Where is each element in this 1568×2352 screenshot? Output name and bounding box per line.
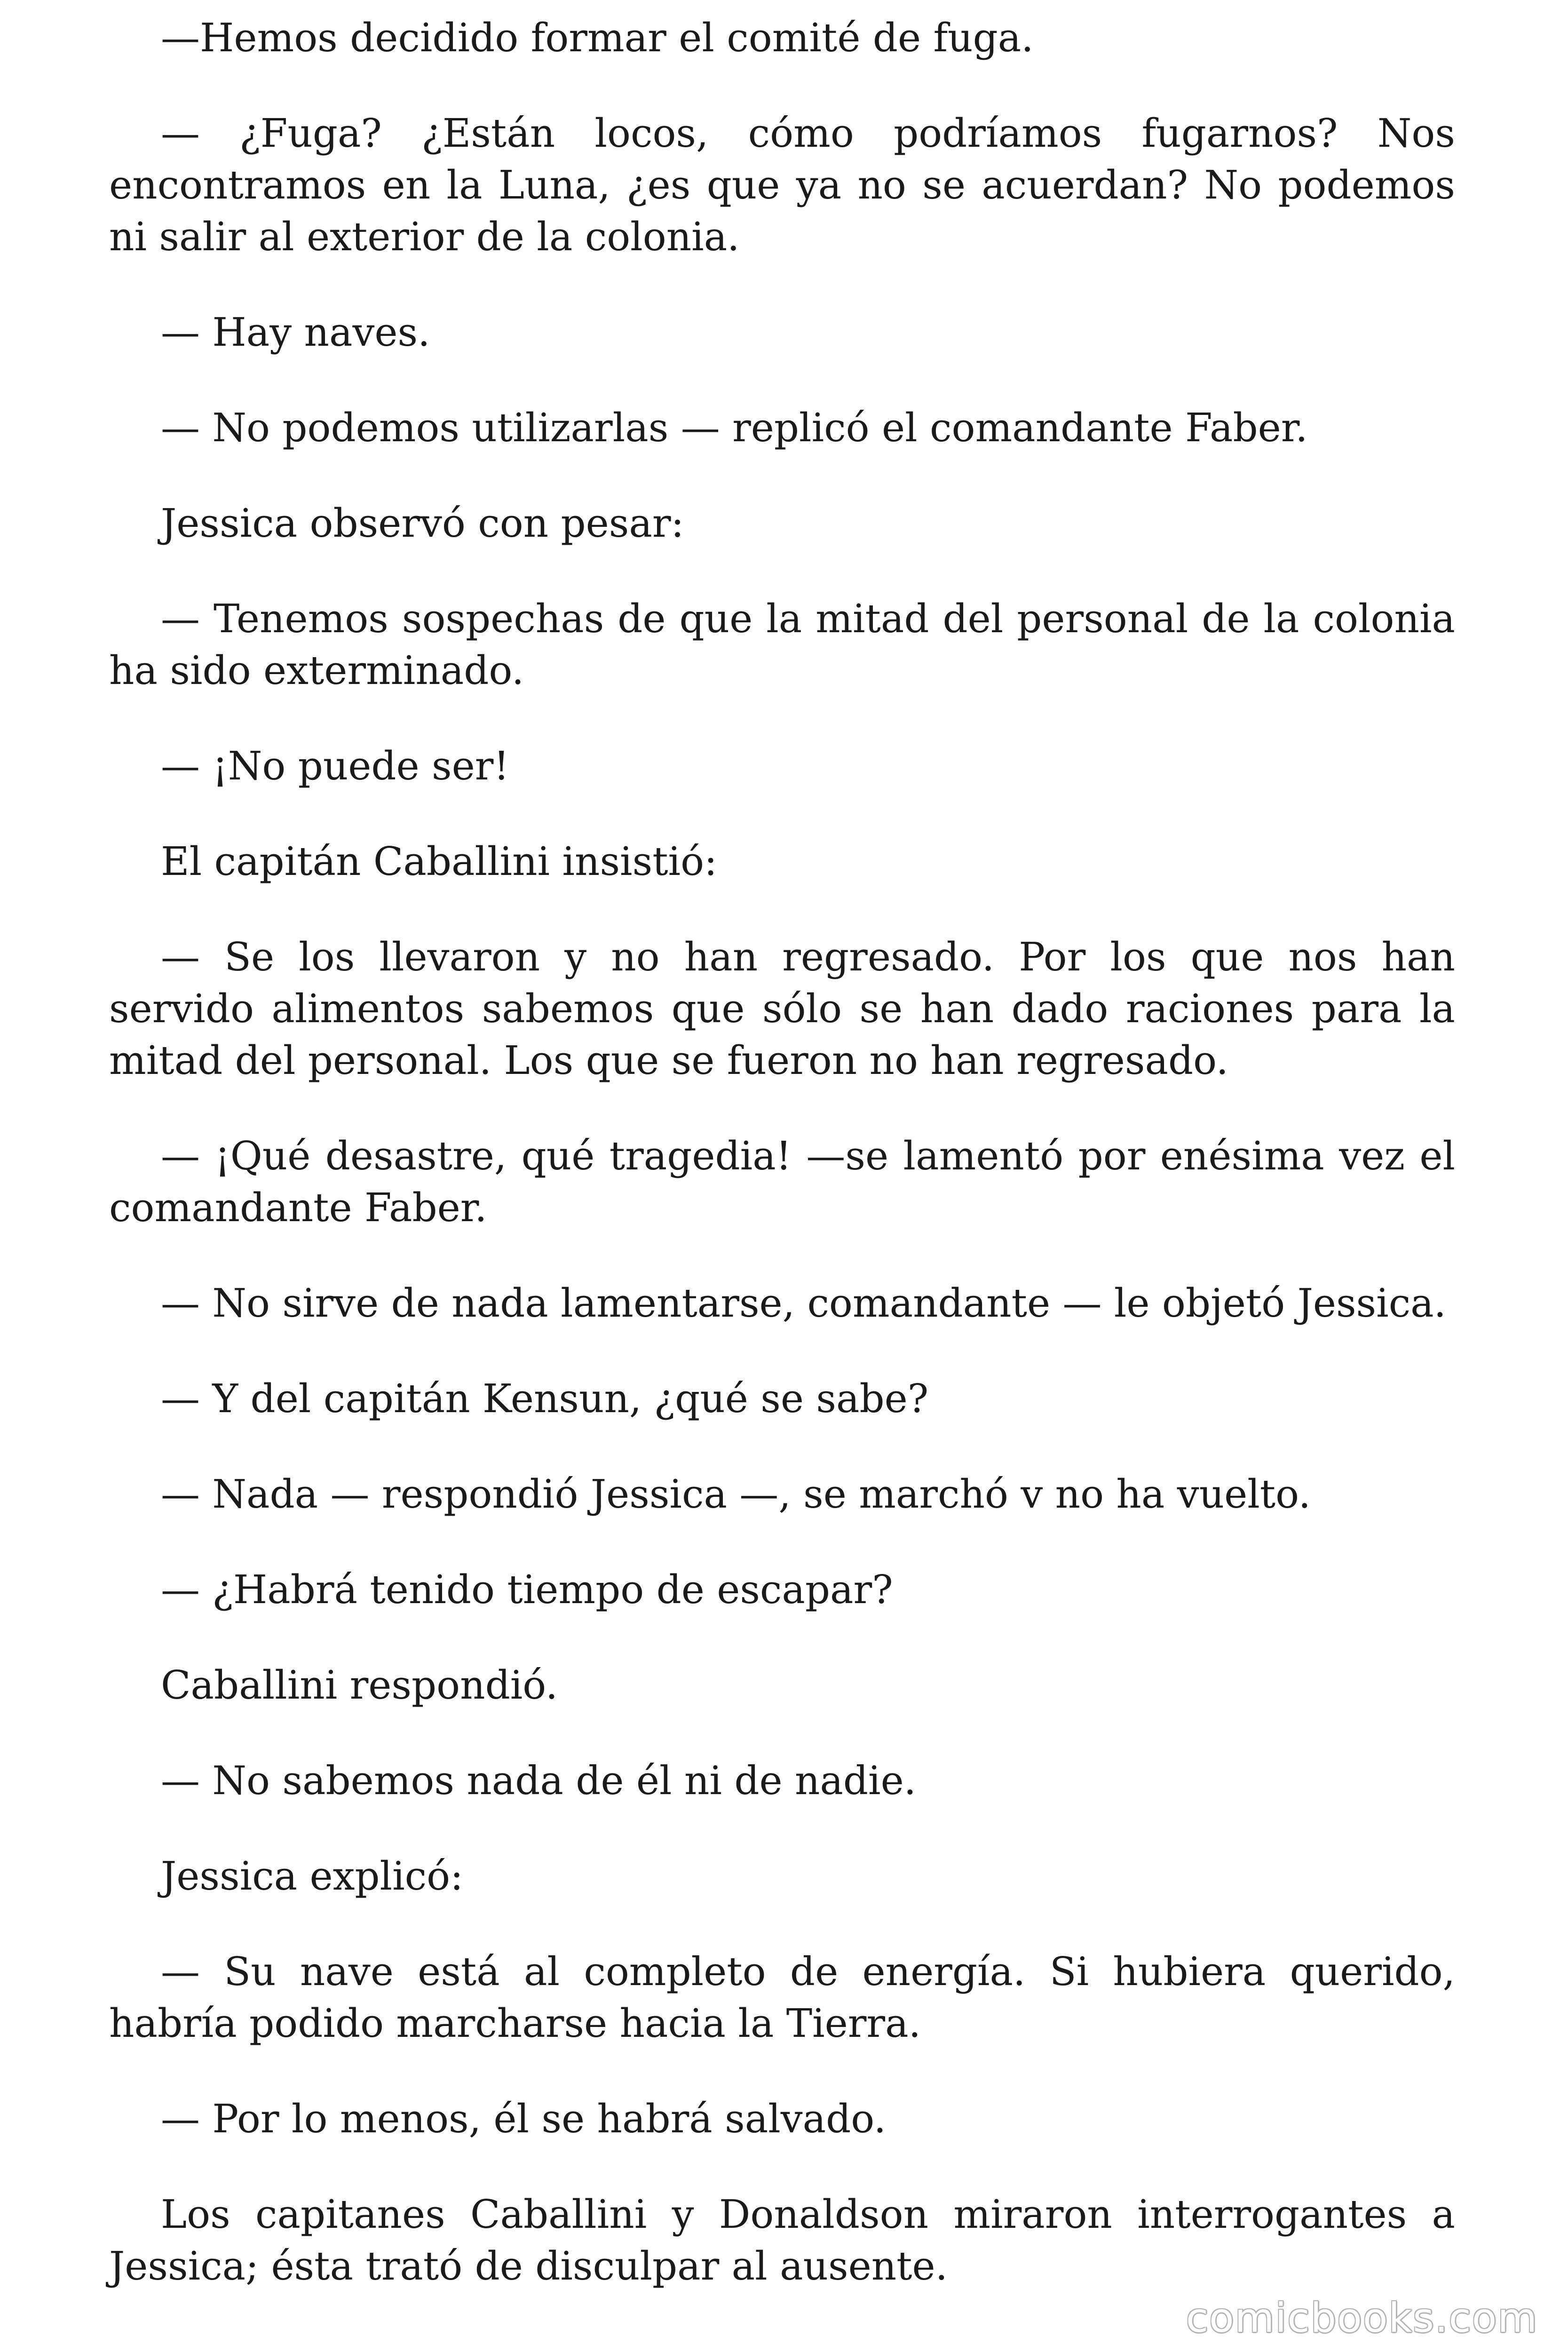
paragraph: Jessica observó con pesar:	[161, 501, 684, 546]
paragraph: El capitán Caballini insistió:	[161, 839, 718, 884]
paragraph: — ¿Habrá tenido tiempo de escapar?	[161, 1567, 893, 1613]
watermark: comicbooks.com	[1186, 2295, 1538, 2342]
paragraph: —Hemos decidido formar el comité de fuga.	[161, 15, 1034, 61]
paragraph: — No podemos utilizarlas — replicó el comandante Faber.	[161, 405, 1308, 451]
paragraph: — No sabemos nada de él ni de nadie.	[161, 1758, 917, 1804]
paragraph: — Tenemos sospechas de que la mitad del personal de la colonia ha sido exterminado.	[109, 596, 1455, 693]
paragraph: — Por lo menos, él se habrá salvado.	[161, 2096, 887, 2142]
paragraph: — Y del capitán Kensun, ¿qué se sabe?	[161, 1376, 929, 1422]
page-text	[109, 12, 1455, 2336]
paragraph: Caballini respondió.	[161, 1662, 558, 1708]
paragraph: — ¿Fuga? ¿Están locos, cómo podríamos fugarnos? Nos encontramos en la Luna, ¿es que ya no se acuerdan? No podemos ni salir al exterior de la colonia.	[109, 111, 1455, 260]
paragraph: — ¡Qué desastre, qué tragedia! —se lamentó por enésima vez el comandante Faber.	[109, 1133, 1455, 1231]
paragraph: — Se los llevaron y no han regresado. Por los que nos han servido alimentos sabemos que sólo se han dado raciones para la mitad del personal. Los que se fueron no han regresado.	[109, 934, 1455, 1083]
paragraph: — Hay naves.	[161, 310, 430, 355]
paragraph: — No sirve de nada lamentarse, comandante — le objetó Jessica.	[161, 1280, 1447, 1326]
paragraph: Los capitanes Caballini y Donaldson miraron interrogantes a Jessica; ésta trató de disculpar al ausente.	[109, 2192, 1455, 2289]
paragraph: Jessica explicó:	[161, 1853, 464, 1899]
paragraph: — Su nave está al completo de energía. Si hubiera querido, habría podido marcharse hacia la Tierra.	[109, 1949, 1455, 2046]
paragraph: — ¡No puede ser!	[161, 743, 509, 789]
paragraph: — Nada — respondió Jessica —, se marchó v no ha vuelto.	[161, 1471, 1311, 1517]
